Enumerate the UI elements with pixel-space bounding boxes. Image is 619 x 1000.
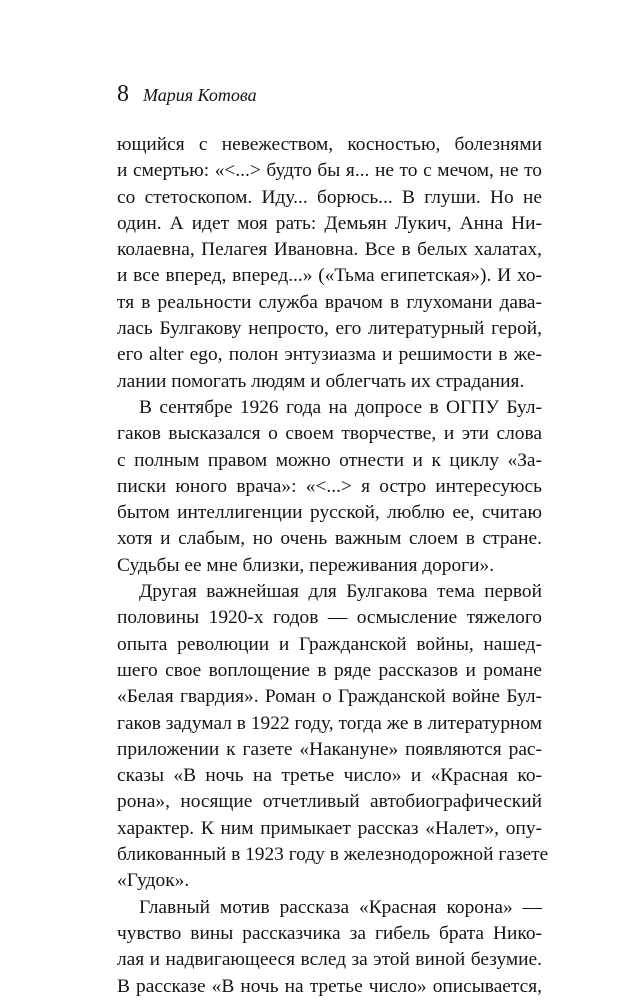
paragraph-4: [117, 895, 542, 1000]
text-line: Судьбы ее мне близки, переживания дороги».: [117, 554, 495, 576]
text-line: хотя и слабым, но очень важным слоем в стране.: [117, 528, 542, 550]
text-line: лании помогать людям и облегчать их страдания.: [117, 370, 525, 392]
text-line: писки юного врача»: «<...> я остро интересуюсь: [117, 475, 542, 497]
text-line: лась Булгакову непросто, его литературный герой,: [117, 318, 542, 340]
paragraph-3: [117, 579, 549, 895]
text-line: и все вперед, вперед...» («Тьма египетская»). И хо-: [117, 265, 542, 287]
text-line: со стетоскопом. Иду... борюсь... В глуши. Но не: [117, 186, 542, 208]
text-line: лая и надвигающееся вслед за этой виной безумие.: [117, 949, 542, 971]
text-line: приложении к газете «Накануне» появляются рас-: [117, 738, 542, 760]
text-line: Главный мотив рассказа «Красная корона» —: [139, 896, 542, 918]
text-line: В сентябре 1926 года на допросе в ОГПУ Бул-: [139, 396, 542, 418]
text-line: гаков задумал в 1922 году, тогда же в литературном: [117, 712, 542, 734]
text-line: рона», носящие отчетливый автобиографический: [117, 791, 542, 813]
page-number: 8: [117, 81, 129, 107]
body-text: [117, 132, 549, 1000]
text-line: и смертью: «<...> будто бы я... не то с мечом, не то: [117, 160, 542, 182]
text-line: колаевна, Пелагея Ивановна. Все в белых халатах,: [117, 239, 542, 261]
text-line: ющийся с невежеством, косностью, болезнями: [117, 134, 542, 155]
paragraph-2: [117, 395, 542, 579]
text-line: с полным правом можно отнести и к циклу «За-: [117, 449, 542, 471]
text-line: гаков высказался о своем творчестве, и эти слова: [117, 423, 542, 445]
paragraph-1: [117, 132, 542, 395]
text-line: тя в реальности служба врачом в глухомани дава-: [117, 291, 542, 313]
text-line: шего свое воплощение в ряде рассказов и романе: [117, 659, 542, 681]
text-line: «Белая гвардия». Роман о Гражданской войне Бул-: [117, 686, 542, 708]
text-line: характер. К ним примыкает рассказ «Налет», опу-: [117, 817, 542, 839]
text-line: сказы «В ночь на третье число» и «Красная ко-: [117, 765, 542, 787]
text-line: его alter ego, полон энтузиазма и решимости в же-: [117, 344, 542, 366]
author-name: Мария Котова: [143, 85, 257, 105]
text-line: В рассказе «В ночь на третье число» описывается,: [117, 975, 542, 997]
text-line: чувство вины рассказчика за гибель брата Нико-: [117, 922, 542, 944]
text-line: бликованный в 1923 году в железнодорожной газете: [117, 844, 549, 866]
running-head: [117, 82, 257, 106]
text-line: Другая важнейшая для Булгакова тема первой: [139, 581, 542, 603]
text-line: половины 1920-х годов — осмысление тяжелого: [117, 607, 542, 629]
text-line: «Гудок».: [117, 870, 190, 892]
text-line: один. А идет моя рать: Демьян Лукич, Анна Ни-: [117, 212, 542, 234]
text-line: бытом интеллигенции русской, люблю ее, считаю: [117, 502, 542, 524]
text-line: опыта революции и Гражданской войны, нашед-: [117, 633, 542, 655]
